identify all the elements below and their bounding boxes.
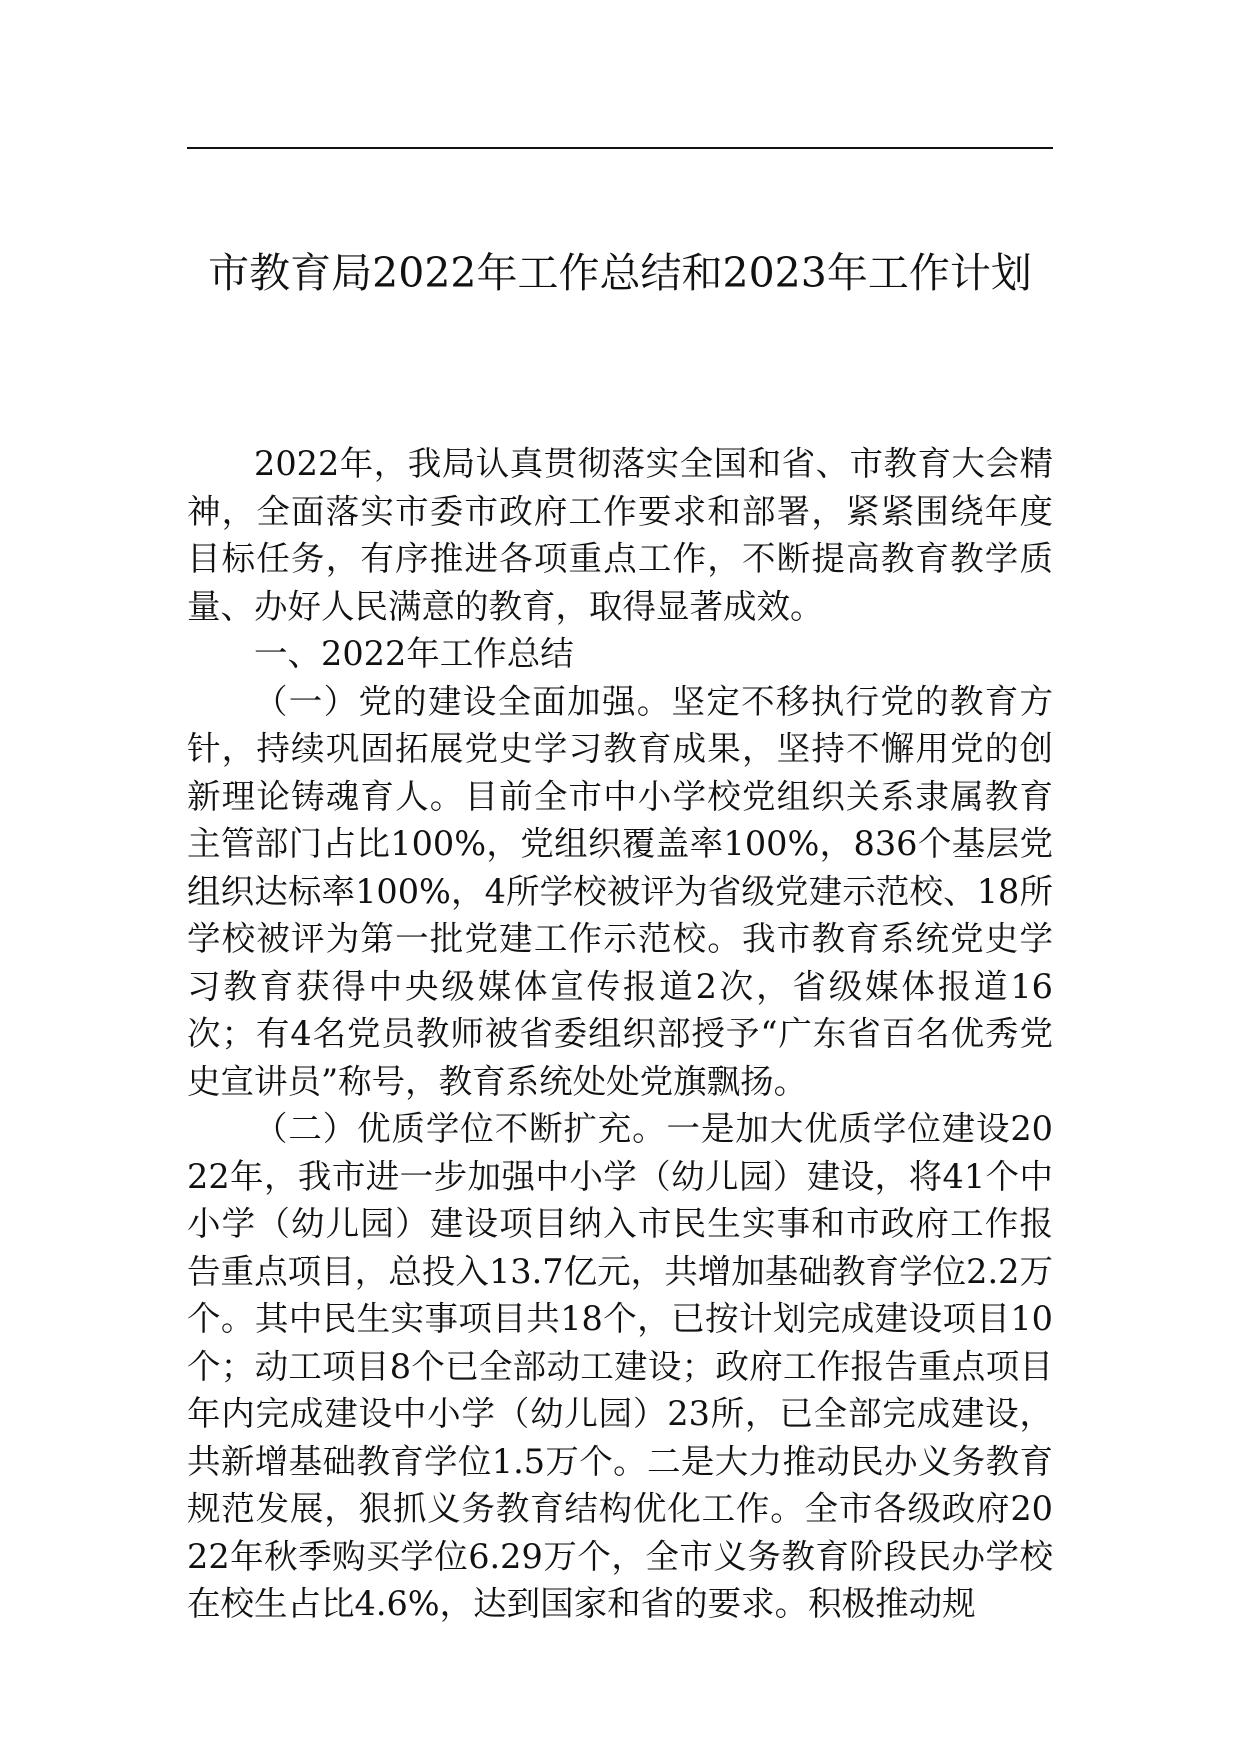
document-title: 市教育局2022年工作总结和2023年工作计划 <box>208 249 1032 297</box>
intro-paragraph: 2022年，我局认真贯彻落实全国和省、市教育大会精神，全面落实市委市政府工作要求和部署，紧紧围绕年度目标任务，有序推进各项重点工作，不断提高教育教学质量、办好人民满意的教育，取得显著成效。 <box>187 444 1053 626</box>
school-places-paragraph: （二）优质学位不断扩充。一是加大优质学位建设2022年，我市进一步加强中小学（幼儿园）建设，将41个中小学（幼儿园）建设项目纳入市民生实事和市政府工作报告重点项目，总投入13.7亿元，共增加基础教育学位2.2万个。其中民生实事项目共18个，已按计划完成建设项目10个；动工项目8个已全部动工建设；政府工作报告重点项目年内完成建设中小学（幼儿园）23所，已全部完成建设，共新增基础教育学位1.5万个。二是大力推动民办义务教育规范发展，狠抓义务教育结构优化工作。全市各级政府2022年秋季购买学位6.29万个，全市义务教育阶段民办学校在校生占比4.6%，达到国家和省的要求。积极推动规 <box>187 1109 1053 1623</box>
document-body <box>187 440 1053 1628</box>
section-heading: 一、2022年工作总结 <box>254 634 574 673</box>
party-building-paragraph: （一）党的建设全面加强。坚定不移执行党的教育方针，持续巩固拓展党史学习教育成果，坚持不懈用党的创新理论铸魂育人。目前全市中小学校党组织关系隶属教育主管部门占比100%，党组织覆盖率100%，836个基层党组织达标率100%，4所学校被评为省级党建示范校、18所学校被评为第一批党建工作示范校。我市教育系统党史学习教育获得中央级媒体宣传报道2次，省级媒体报道16次；有4名党员教师被省委组织部授予“广东省百名优秀党史宣讲员”称号，教育系统处处党旗飘扬。 <box>187 681 1053 1101</box>
header-rule <box>187 147 1053 149</box>
